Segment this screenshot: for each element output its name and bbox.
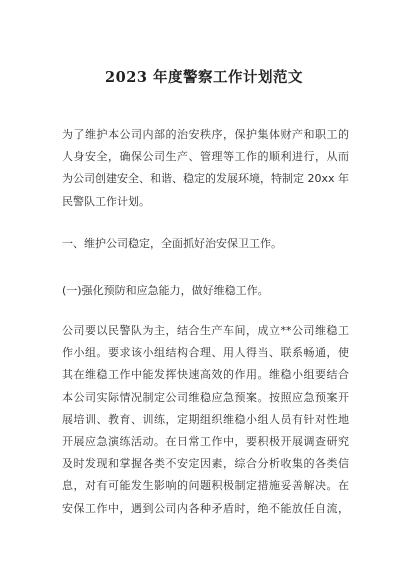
section-heading: 一、维护公司稳定，全面抓好治安保卫工作。 xyxy=(62,237,282,250)
body-line: 本公司实际情况制定公司维稳应急预案。按照应急预案开 xyxy=(62,390,349,404)
subsection-heading: (一)强化预防和应急能力，做好维稳工作。 xyxy=(62,284,269,297)
document-title: 2023 年度警察工作计划范文 xyxy=(105,69,303,86)
body-line: 息，对有可能发生影响的问题积极制定措施妥善解决。在 xyxy=(62,479,349,493)
intro-line: 民警队工作计划。 xyxy=(62,194,150,208)
intro-line: 人身安全，确保公司生产、管理等工作的顺利进行，从而 xyxy=(62,150,349,164)
body-line: 及时发现和掌握各类不安定因素，综合分析收集的各类信 xyxy=(62,457,349,471)
body-line: 开展应急演练活动。在日常工作中，要积极开展调查研究 xyxy=(62,435,349,449)
body-line: 展培训、教育、训练，定期组织维稳小组人员有针对性地 xyxy=(62,412,349,426)
body-line: 其在维稳工作中能发挥快速高效的作用。维稳小组要结合 xyxy=(62,368,349,382)
intro-line: 为了维护本公司内部的治安秩序，保护集体财产和职工的 xyxy=(62,128,349,141)
intro-paragraph xyxy=(62,124,349,213)
body-line: 安保工作中，遇到公司内各种矛盾时，绝不能放任自流， xyxy=(62,501,349,515)
body-line: 公司要以民警队为主，结合生产车间，成立**公司维稳工 xyxy=(62,324,349,337)
body-line: 作小组。要求该小组结构合理、用人得当、联系畅通，使 xyxy=(62,346,349,360)
body-paragraph xyxy=(62,320,349,520)
intro-line: 为公司创建安全、和谐、稳定的发展环境，特制定 20xx 年 xyxy=(62,172,349,186)
